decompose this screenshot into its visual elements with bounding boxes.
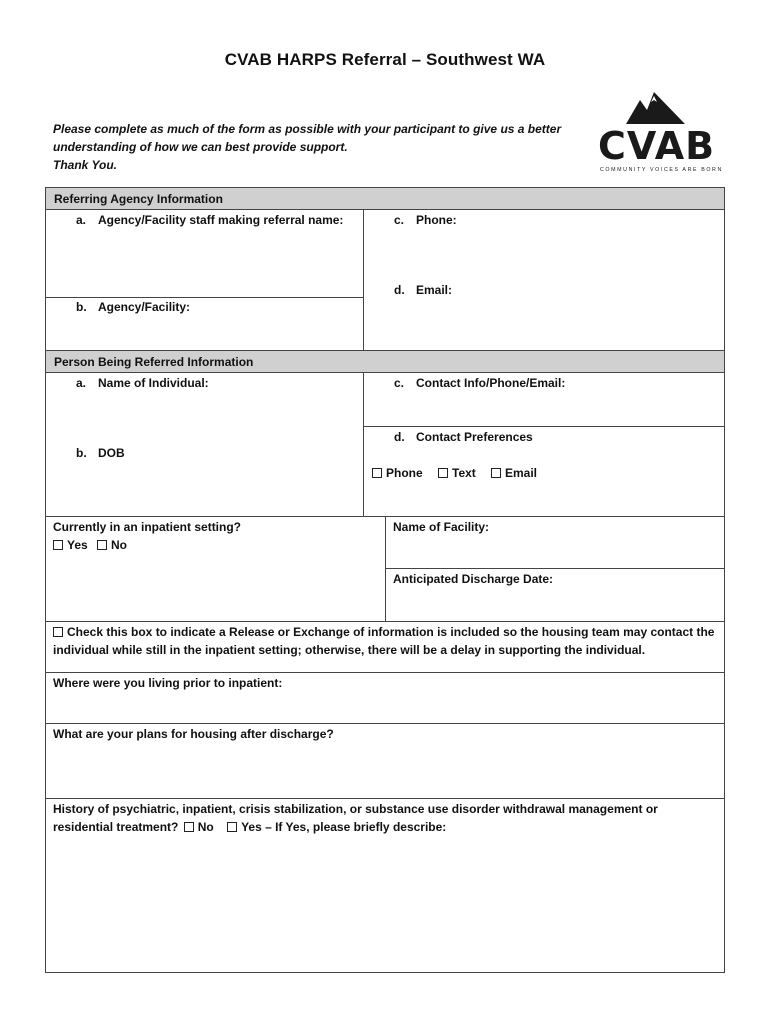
checkbox-icon [53, 540, 63, 550]
logo-wordmark: CVAB [598, 124, 716, 168]
divider [363, 209, 364, 351]
divider [45, 297, 363, 298]
checkbox-icon [53, 627, 63, 637]
item-marker: b. [76, 446, 87, 460]
checkbox-icon [491, 468, 501, 478]
divider [363, 372, 364, 517]
pref-text-checkbox[interactable] [438, 466, 476, 480]
divider [385, 568, 725, 569]
individual-name-label: Name of Individual: [98, 376, 209, 390]
agency-phone-label: Phone: [416, 213, 457, 227]
release-checkbox[interactable] [53, 623, 723, 659]
inpatient-no-label: No [111, 538, 127, 552]
divider [363, 426, 725, 427]
staff-name-label: Agency/Facility staff making referral name: [98, 213, 344, 227]
cvab-logo [596, 90, 723, 176]
item-marker: c. [394, 376, 405, 390]
item-marker: d. [394, 430, 405, 444]
dob-field[interactable] [76, 446, 125, 460]
agency-email-label: Email: [416, 283, 453, 297]
history-no-label: No [197, 820, 214, 834]
pref-text-label: Text [452, 466, 476, 480]
checkbox-icon [97, 540, 107, 550]
checkbox-icon [438, 468, 448, 478]
checkbox-icon [227, 822, 237, 832]
intro-line-1: Please complete as much of the form as possible with your participant to give us a better [53, 122, 562, 136]
agency-facility-field[interactable] [76, 300, 190, 314]
person-referred-header: Person Being Referred Information [45, 350, 725, 373]
intro-line-2: understanding of how we can best provide support. [53, 140, 348, 154]
housing-plans-label: What are your plans for housing after discharge? [53, 727, 334, 741]
item-marker: a. [76, 376, 87, 390]
checkbox-icon [372, 468, 382, 478]
divider [385, 516, 386, 622]
logo-tagline: COMMUNITY VOICES ARE BORN [600, 167, 723, 173]
history-yes-checkbox[interactable] [227, 820, 446, 834]
staff-name-field[interactable] [76, 213, 343, 227]
contact-preferences-field [394, 430, 533, 444]
discharge-date-field[interactable]: Anticipated Discharge Date: [393, 572, 554, 586]
item-marker: b. [76, 300, 87, 314]
agency-phone-field[interactable] [394, 213, 457, 227]
referring-agency-header: Referring Agency Information [45, 187, 725, 210]
checkbox-icon [184, 822, 194, 832]
history-question [53, 800, 723, 836]
contact-preferences-label: Contact Preferences [416, 430, 533, 444]
form-title: CVAB HARPS Referral – Southwest WA [224, 50, 546, 69]
history-yes-label: Yes – If Yes, please briefly describe: [241, 820, 447, 834]
agency-facility-label: Agency/Facility: [98, 300, 191, 314]
referring-agency-section [45, 209, 725, 351]
release-line-1: Check this box to indicate a Release or Exchange of information is included so the housing team may contact the [67, 625, 715, 639]
inpatient-yes-checkbox[interactable] [53, 538, 88, 552]
item-marker: c. [394, 213, 405, 227]
agency-email-field[interactable] [394, 283, 452, 297]
inpatient-no-checkbox[interactable] [97, 538, 127, 552]
living-prior-label: Where were you living prior to inpatient: [53, 676, 283, 690]
individual-name-field[interactable] [76, 376, 209, 390]
pref-email-label: Email [505, 466, 538, 480]
history-no-checkbox[interactable] [182, 820, 214, 834]
item-marker: a. [76, 213, 87, 227]
inpatient-yes-label: Yes [67, 538, 88, 552]
item-marker: d. [394, 283, 405, 297]
intro-line-3: Thank You. [53, 158, 118, 172]
dob-label: DOB [98, 446, 125, 460]
contact-info-label: Contact Info/Phone/Email: [416, 376, 566, 390]
pref-phone-checkbox[interactable] [372, 466, 423, 480]
intro-text [53, 120, 583, 174]
person-referred-section [45, 372, 725, 517]
release-line-2: individual while still in the inpatient setting; otherwise, there will be a delay in supporting the individual. [53, 643, 646, 657]
inpatient-question: Currently in an inpatient setting? [53, 520, 242, 534]
facility-name-field[interactable]: Name of Facility: [393, 520, 490, 534]
pref-phone-label: Phone [386, 466, 423, 480]
history-line-2: residential treatment? [53, 820, 179, 834]
history-line-1: History of psychiatric, inpatient, crisis stabilization, or substance use disorder withdrawal management or [53, 802, 658, 816]
contact-info-field[interactable] [394, 376, 565, 390]
pref-email-checkbox[interactable] [491, 466, 537, 480]
